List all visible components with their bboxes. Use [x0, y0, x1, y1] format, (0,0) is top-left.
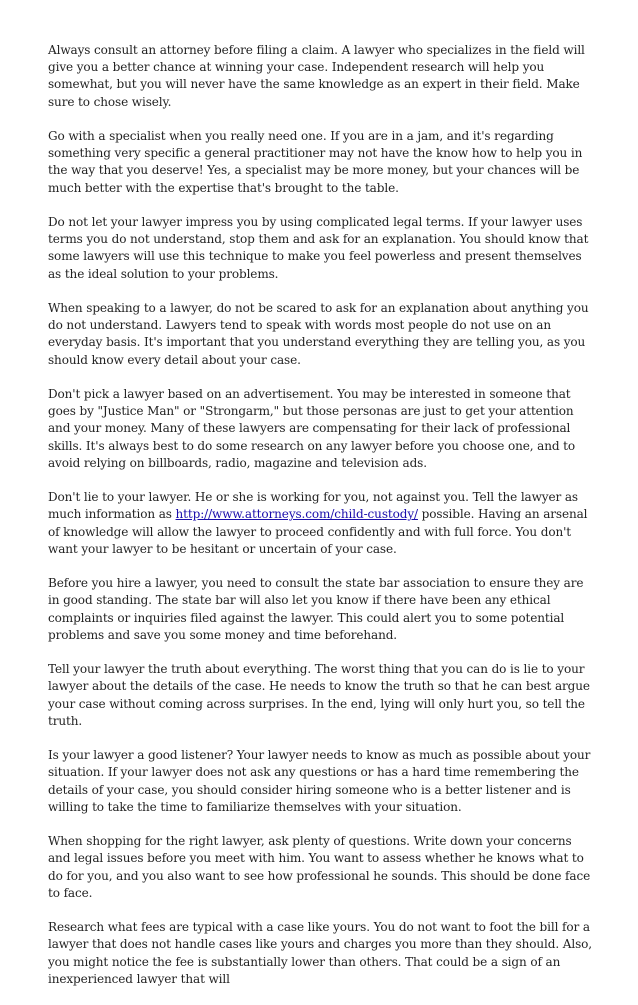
paragraph-dont-lie — [48, 489, 596, 558]
paragraph-dont-lie-after: possible. Having an arsenal of knowledge will allow the lawyer to proceed confidently and with full force. You don't want your lawyer to be hesitant or uncertain of your case. — [48, 507, 588, 556]
paragraph-specialist: Go with a specialist when you really need one. If you are in a jam, and it's regarding something very specific a general practitioner may not have the know how to help you in the way that you deserve! Yes, a specialist may be more money, but your chances will be much better with the expertise that's brought to the table. — [48, 129, 583, 195]
paragraph-consult-attorney: Always consult an attorney before filing a claim. A lawyer who specializes in the field will give you a better chance at winning your case. Independent research will help you somewhat, but you will never have the same knowledge as an expert in their field. Make sure to chose wisely. — [48, 43, 585, 109]
paragraph-good-listener: Is your lawyer a good listener? Your lawyer needs to know as much as possible about your situation. If your lawyer does not ask any questions or has a hard time remembering the details of your case, you should consider hiring someone who is a better listener and is willing to take the time to familiarize themselves with your situation. — [48, 748, 591, 814]
document-page — [48, 42, 596, 1005]
paragraph-advertisement: Don't pick a lawyer based on an advertisement. You may be interested in someone that goes by "Justice Man" or "Strongarm," but those personas are just to get your attention and your money. Many of these lawyers are compensating for their lack of professional skills. It's always best to do some research on any lawyer before you choose one, and to avoid relying on billboards, radio, magazine and television ads. — [48, 387, 576, 470]
paragraph-ask-questions: When shopping for the right lawyer, ask plenty of questions. Write down your concerns and legal issues before you meet with him. You want to assess whether he knows what to do for you, and you also want to see how professional he sounds. This should be done face to face. — [48, 834, 591, 900]
paragraph-research-fees: Research what fees are typical with a case like yours. You do not want to foot the bill for a lawyer that does not handle cases like yours and charges you more than they should. Also, you might notice the fee is substantially lower than others. That could be a sign of an inexperienced lawyer that will — [48, 920, 593, 986]
paragraph-ask-explanation: When speaking to a lawyer, do not be scared to ask for an explanation about anything you do not understand. Lawyers tend to speak with words most people do not use on an everyday basis. It's important that you understand everything they are telling you, as you should know every detail about your case. — [48, 301, 589, 367]
paragraph-legal-terms: Do not let your lawyer impress you by using complicated legal terms. If your lawyer uses terms you do not understand, stop them and ask for an explanation. You should know that some lawyers will use this technique to make you feel powerless and present themselves as the ideal solution to your problems. — [48, 215, 589, 281]
attorneys-child-custody-link[interactable]: http://www.attorneys.com/child-custody/ — [175, 507, 418, 522]
paragraph-state-bar: Before you hire a lawyer, you need to consult the state bar association to ensure they are in good standing. The state bar will also let you know if there have been any ethical complaints or inquiries filed against the lawyer. This could alert you to some potential problems and save you some money and time beforehand. — [48, 576, 584, 642]
paragraph-dont-lie-before: Don't lie to your lawyer. He or she is working for you, not against you. Tell the lawyer as much information as — [48, 490, 578, 522]
paragraph-tell-truth: Tell your lawyer the truth about everything. The worst thing that you can do is lie to your lawyer about the details of the case. He needs to know the truth so that he can best argue your case without coming across surprises. In the end, lying will only hurt you, so tell the truth. — [48, 662, 590, 728]
